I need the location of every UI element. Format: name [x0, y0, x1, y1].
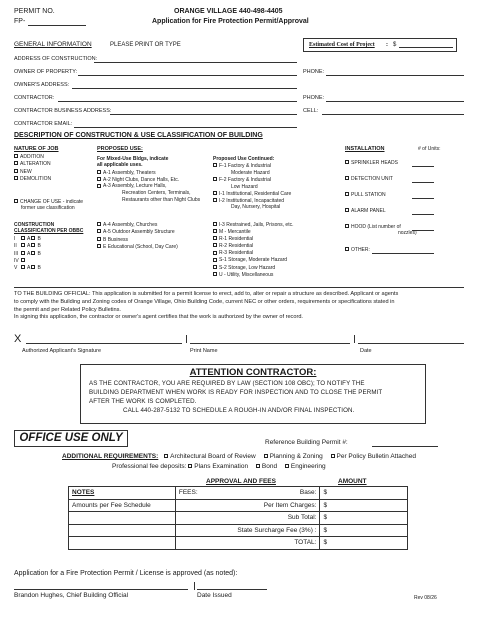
construction-row: V A B [14, 265, 41, 272]
attention-body: AS THE CONTRACTOR, YOU ARE REQUIRED BY LAW (SECTION 108 OBC); TO NOTIFY THE BUILDING DEPARTMENT WHEN WORK IS READY FOR INSPECTION AND TO CLOSE THE PERMIT AFTER THE WORK IS COMPLETED. CALL 440-287-5132 TO SCHEDULE A ROUGH-IN AND/OR FINAL INSPECTION. [89, 380, 383, 414]
units-heading: # of Units: [418, 146, 441, 152]
continued-item[interactable]: F-2 Factory & Industrial [213, 177, 291, 184]
form-title: Application for Fire Protection Permit/Approval [152, 18, 309, 25]
official-statement: TO THE BUILDING OFFICIAL: This application is submitted for a permit license to erect, add to, alter or repair a structure as described. Applicant or agents to comply with the Building and Zoning codes of Orange Village, Ohio Building Code, current NEC or other orders, requirements or specifications stated in the permit and per Related Policy Bulletins. In signing this application, the contractor or owner's agent certifies that the work is authorized by the owner of record. [14, 291, 399, 321]
ref-permit-field[interactable] [372, 446, 438, 447]
print-name-field[interactable] [190, 343, 350, 344]
units-field[interactable] [412, 198, 434, 199]
checkbox-icon[interactable] [213, 229, 217, 233]
continued-item[interactable]: R-1 Residential [213, 236, 293, 243]
contractor-email-field[interactable] [74, 127, 297, 128]
additional-item[interactable]: Planning & Zoning [264, 453, 323, 460]
additional-requirements: ADDITIONAL REQUIREMENTS: Architectural Board of Review Planning & Zoning Per Policy Bulletin Attached [62, 453, 416, 460]
checkbox-icon[interactable] [97, 222, 101, 226]
estimated-cost-field[interactable] [399, 47, 453, 48]
notes-cell[interactable] [69, 537, 176, 550]
nature-item[interactable]: NEW [14, 169, 51, 176]
continued-list-a: F-1 Factory & Industrial Moderate Hazard F-2 Factory & Industrial Low Hazard I-1 Institutional, Residential Care I-2 Institutional, Incapacitated Day, Nursery, Hospital [213, 163, 291, 211]
checkbox-icon[interactable] [21, 236, 25, 240]
continued-item[interactable]: R-3 Residential [213, 250, 293, 257]
approval-heading: APPROVAL AND FEES [206, 478, 276, 485]
checkbox-icon[interactable] [14, 161, 18, 165]
units-field[interactable] [412, 214, 434, 215]
description-heading: DESCRIPTION OF CONSTRUCTION & USE CLASSIFICATION OF BUILDING [14, 132, 263, 139]
continued-item[interactable]: S-2 Storage, Low Hazard [213, 265, 293, 272]
checkbox-icon[interactable] [331, 454, 335, 458]
hood-item[interactable]: HOOD (List number of nozzles) [345, 224, 417, 236]
amount-cell[interactable]: $ [320, 487, 408, 500]
checkbox-icon[interactable] [164, 454, 168, 458]
checkbox-icon[interactable] [31, 236, 35, 240]
continued-item[interactable]: I-3 Restrained, Jails, Prisons, etc. [213, 222, 293, 229]
nature-list [14, 154, 51, 183]
units-field[interactable] [412, 166, 434, 167]
fees-label: FEES: [178, 489, 198, 497]
checkbox-icon[interactable] [213, 163, 217, 167]
notes-cell[interactable] [69, 524, 176, 537]
cell-label: CELL: [303, 108, 319, 114]
construction-list [14, 236, 41, 272]
construction-row: II A B [14, 243, 41, 250]
phone1-label: PHONE: [303, 69, 325, 75]
address-field[interactable] [94, 62, 297, 63]
checkbox-icon[interactable] [213, 243, 217, 247]
continued-item[interactable]: M - Mercantile [213, 229, 293, 236]
proposed-item[interactable]: A-1 Assembly, Theaters [97, 170, 200, 177]
amount-cell[interactable]: $ [320, 537, 408, 550]
construction-row: I A B [14, 236, 41, 242]
notes-heading: NOTES [69, 487, 176, 500]
continued-list-b [213, 222, 293, 279]
checkbox-icon[interactable] [14, 154, 18, 158]
checkbox-icon[interactable] [31, 251, 35, 255]
change-of-use[interactable]: CHANGE OF USE - indicate former use classification [14, 199, 83, 211]
estimated-cost-label: Estimated Cost of Project [309, 42, 375, 48]
checkbox-icon[interactable] [14, 169, 18, 173]
proposed-list-a: A-1 Assembly, Theaters A-2 Night Clubs, Dance Halls, Etc. A-3 Assembly, Lecture Halls, Recreation Centers, Terminals, Restaurants other than Night Clubs [97, 170, 200, 204]
checkbox-icon[interactable] [256, 464, 260, 468]
separator [194, 582, 195, 590]
proposed-item[interactable]: A-3 Assembly, Lecture Halls, [97, 183, 200, 190]
address-label: ADDRESS OF CONSTRUCTION: [14, 56, 98, 62]
contractor-email-label: CONTRACTOR EMAIL: [14, 121, 73, 127]
fee-deposits: Professional fee deposits: Plans Examination Bond Engineering [112, 463, 326, 470]
construction-row: IV [14, 258, 41, 265]
owner-field[interactable] [78, 75, 297, 76]
installation-heading: INSTALLATION [345, 146, 385, 152]
amount-cell[interactable]: $ [320, 499, 408, 512]
contractor-business-field[interactable] [110, 114, 297, 115]
nature-item[interactable]: ADDITION [14, 154, 51, 161]
cell-field[interactable] [322, 114, 464, 115]
checkbox-icon[interactable] [97, 244, 101, 248]
checkbox-icon[interactable] [213, 272, 217, 276]
fp-number-field[interactable] [28, 25, 86, 26]
continued-item[interactable]: R-2 Residential [213, 243, 293, 250]
checkbox-icon[interactable] [31, 243, 35, 247]
revision-label: Rev 08/26 [414, 595, 437, 601]
other-field[interactable] [372, 253, 434, 254]
table-row: State Surcharge Fee (3%) : $ [69, 524, 408, 537]
date-issued-label: Date Issued [197, 592, 232, 599]
date-issued-field[interactable] [197, 589, 267, 590]
checkbox-icon[interactable] [97, 184, 101, 188]
continued-item[interactable]: F-1 Factory & Industrial [213, 163, 291, 170]
checkbox-icon[interactable] [21, 265, 25, 269]
installation-item[interactable]: SPRINKLER HEADS [345, 160, 398, 166]
owner-label: OWNER OF PROPERTY: [14, 69, 78, 75]
installation-item[interactable]: PULL STATION [345, 192, 386, 198]
print-name-label: Print Name [190, 348, 218, 354]
proposed-item[interactable]: B Business [97, 237, 178, 244]
checkbox-icon[interactable] [213, 198, 217, 202]
checkbox-icon[interactable] [97, 170, 101, 174]
checkbox-icon[interactable] [97, 229, 101, 233]
amount-cell[interactable]: $ [320, 512, 408, 525]
proposed-item[interactable]: A-5 Outdoor Assembly Structure [97, 229, 178, 236]
checkbox-icon[interactable] [14, 176, 18, 180]
ref-permit-label: Reference Building Permit #: [265, 439, 348, 446]
office-use-title: OFFICE USE ONLY [14, 430, 128, 447]
checkbox-icon[interactable] [345, 224, 349, 228]
proposed-item[interactable]: E Educational (School, Day Care) [97, 244, 178, 251]
continued-item[interactable]: S-1 Storage, Moderate Hazard [213, 257, 293, 264]
checkbox-icon[interactable] [345, 192, 349, 196]
checkbox-icon[interactable] [21, 251, 25, 255]
proposed-item[interactable]: A-4 Assembly, Churches [97, 222, 178, 229]
checkbox-icon[interactable] [21, 243, 25, 247]
separator [186, 335, 187, 343]
signature-label: Authorized Applicant's Signature [22, 348, 102, 354]
fee-deposit-item[interactable]: Plans Examination [188, 463, 248, 470]
official-signature-field[interactable] [14, 589, 188, 590]
checkbox-icon[interactable] [21, 258, 25, 262]
checkbox-icon[interactable] [213, 236, 217, 240]
fee-deposit-item[interactable]: Bond [256, 463, 277, 470]
amount-cell[interactable]: $ [320, 524, 408, 537]
estimated-cost-box: Estimated Cost of Project : $ [303, 38, 457, 52]
continued-item[interactable]: I-2 Institutional, Incapacitated [213, 198, 291, 205]
table-row: Amounts per Fee Schedule Per Item Charges: $ [69, 499, 408, 512]
checkbox-icon[interactable] [264, 454, 268, 458]
contractor-field[interactable] [58, 101, 297, 102]
notes-cell: Amounts per Fee Schedule [69, 499, 176, 512]
checkbox-icon[interactable] [345, 208, 349, 212]
separator [354, 335, 355, 343]
attention-title: ATTENTION CONTRACTOR: [189, 367, 317, 378]
x-mark: X [14, 333, 22, 345]
phone2-label: PHONE: [303, 95, 325, 101]
fp-label: FP- [14, 18, 26, 25]
checkbox-icon[interactable] [97, 237, 101, 241]
proposed-item[interactable]: A-2 Night Clubs, Dance Halls, Etc. [97, 177, 200, 184]
units-field[interactable] [412, 182, 434, 183]
permit-no-label: PERMIT NO. [14, 8, 55, 15]
checkbox-icon[interactable] [213, 222, 217, 226]
org-line: ORANGE VILLAGE 440-498-4405 [174, 8, 283, 15]
continued-heading: Proposed Use Continued: [213, 156, 275, 162]
checkbox-icon[interactable] [213, 251, 217, 255]
date-field[interactable] [358, 343, 464, 344]
checkbox-icon[interactable] [285, 464, 289, 468]
signature-field[interactable] [26, 343, 182, 344]
contractor-business-label: CONTRACTOR BUSINESS ADDRESS: [14, 108, 112, 114]
checkbox-icon[interactable] [213, 191, 217, 195]
checkbox-icon[interactable] [14, 199, 18, 203]
checkbox-icon[interactable] [213, 177, 217, 181]
approved-line: Application for a Fire Protection Permit / License is approved (as noted): [14, 570, 238, 577]
checkbox-icon[interactable] [31, 265, 35, 269]
table-row: Sub Total: $ [69, 512, 408, 525]
checkbox-icon[interactable] [345, 176, 349, 180]
fees-table [68, 486, 408, 550]
installation-item[interactable]: DETECTION UNIT [345, 176, 393, 182]
official-name: Brandon Hughes, Chief Building Official [14, 592, 129, 599]
phone1-field[interactable] [326, 75, 464, 76]
contractor-label: CONTRACTOR: [14, 95, 55, 101]
nature-heading: NATURE OF JOB [14, 146, 59, 152]
fee-deposit-item[interactable]: Engineering [285, 463, 326, 470]
additional-item[interactable]: Architectural Board of Review [164, 453, 256, 460]
nature-item[interactable]: ALTERATION [14, 161, 51, 168]
table-row: TOTAL: $ [69, 537, 408, 550]
proposed-note: For Mixed-Use Bldgs, indicate all applicable uses. [97, 156, 169, 168]
amount-heading: AMOUNT [338, 478, 367, 485]
phone2-field[interactable] [326, 101, 464, 102]
installation-item[interactable]: ALARM PANEL [345, 208, 386, 214]
nature-item[interactable]: DEMOLITION [14, 176, 51, 183]
continued-item[interactable]: U - Utility, Miscellaneous [213, 272, 293, 279]
checkbox-icon[interactable] [213, 258, 217, 262]
continued-item[interactable]: I-1 Institutional, Residential Care [213, 191, 291, 198]
construction-row: III A B [14, 250, 41, 257]
divider [14, 287, 464, 288]
checkbox-icon[interactable] [345, 247, 349, 251]
print-note: PLEASE PRINT OR TYPE [110, 42, 181, 48]
additional-item[interactable]: Per Policy Bulletin Attached [331, 453, 417, 460]
attention-box [80, 364, 426, 424]
checkbox-icon[interactable] [213, 265, 217, 269]
checkbox-icon[interactable] [97, 177, 101, 181]
dollar-sign: $ [393, 42, 397, 48]
table-row: NOTES FEES: Base: $ [69, 487, 408, 500]
checkbox-icon[interactable] [188, 464, 192, 468]
units-field[interactable] [412, 230, 434, 231]
general-info-heading: GENERAL INFORMATION [14, 41, 92, 48]
owners-address-field[interactable] [72, 88, 297, 89]
proposed-heading: PROPOSED USE: [97, 146, 143, 152]
date-label: Date [360, 348, 372, 354]
other-item[interactable]: OTHER: [345, 247, 370, 253]
owners-address-label: OWNER'S ADDRESS: [14, 82, 70, 88]
construction-heading: CONSTRUCTION CLASSIFICATION PER OBBC [14, 222, 84, 234]
checkbox-icon[interactable] [345, 160, 349, 164]
proposed-list-b [97, 222, 178, 251]
notes-cell[interactable] [69, 512, 176, 525]
